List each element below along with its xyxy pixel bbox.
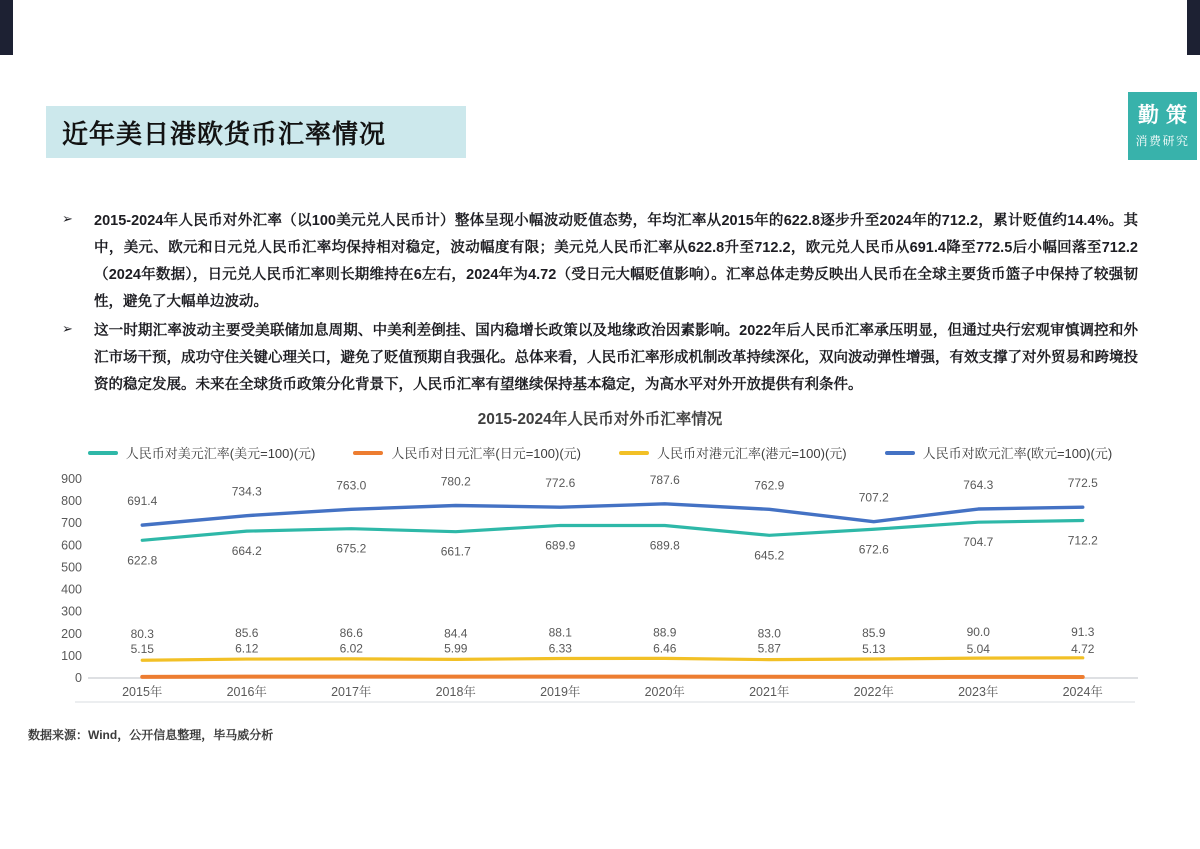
data-label-eur: 763.0	[336, 478, 367, 493]
series-line-eur	[142, 504, 1083, 525]
x-axis-tick: 2024年	[1062, 685, 1103, 699]
legend-label-jpy: 人民币对日元汇率(日元=100)(元)	[391, 446, 581, 461]
chart-title: 2015-2024年人民币对外币汇率情况	[477, 411, 723, 428]
data-label-hkd: 88.1	[548, 625, 572, 640]
brand-logo-subtitle: 消费研究	[1135, 133, 1190, 148]
legend-swatch-hkd	[619, 451, 649, 455]
brand-logo-name: 勤策	[1138, 104, 1194, 128]
data-source-note: 数据来源：Wind，公开信息整理，毕马威分析	[28, 728, 274, 742]
data-label-eur: 772.6	[545, 476, 576, 491]
exchange-rate-chart-section	[40, 407, 1160, 716]
slide-edge-mark-left	[0, 0, 13, 55]
data-label-jpy: 5.15	[130, 641, 154, 656]
data-label-hkd: 91.3	[1071, 624, 1095, 639]
legend-label-eur: 人民币对欧元汇率(欧元=100)(元)	[922, 446, 1113, 461]
data-label-usd: 704.7	[963, 535, 994, 550]
x-axis-tick: 2015年	[122, 685, 163, 699]
data-label-jpy: 5.04	[966, 641, 990, 656]
data-label-hkd: 85.9	[862, 626, 886, 641]
bullet-arrow-icon: ➢	[62, 211, 73, 226]
data-label-usd: 675.2	[336, 541, 367, 556]
data-label-usd: 622.8	[127, 553, 158, 568]
data-label-jpy: 6.12	[235, 641, 259, 656]
data-label-jpy: 6.46	[653, 641, 677, 656]
summary-bullets	[62, 208, 1138, 401]
legend-item-jpy	[353, 443, 581, 462]
data-label-usd: 689.9	[545, 538, 576, 553]
data-label-hkd: 85.6	[235, 626, 259, 641]
y-axis-tick: 100	[61, 648, 82, 663]
data-label-hkd: 80.3	[130, 627, 154, 642]
title-bar	[46, 106, 466, 158]
data-label-usd: 645.2	[754, 548, 785, 563]
series-line-hkd	[142, 658, 1083, 660]
data-label-jpy: 6.02	[339, 641, 363, 656]
x-axis-tick: 2023年	[958, 685, 999, 699]
y-axis-tick: 400	[61, 582, 82, 597]
y-axis-tick: 900	[61, 472, 82, 486]
y-axis-tick: 800	[61, 494, 82, 509]
slide-edge-mark-right	[1187, 0, 1200, 55]
x-axis-tick: 2022年	[853, 685, 894, 699]
x-axis-tick: 2017年	[331, 685, 372, 699]
x-axis-tick: 2021年	[749, 685, 790, 699]
data-label-usd: 689.8	[649, 538, 680, 553]
data-label-eur: 707.2	[858, 490, 889, 505]
legend-label-usd: 人民币对美元汇率(美元=100)(元)	[125, 446, 316, 461]
data-label-hkd: 88.9	[653, 625, 677, 640]
data-label-eur: 764.3	[963, 478, 994, 493]
legend-item-usd	[88, 443, 316, 462]
data-label-hkd: 83.0	[757, 626, 781, 641]
page-title: 近年美日港欧货币汇率情况	[62, 118, 387, 149]
x-axis-tick: 2020年	[644, 685, 685, 699]
data-label-eur: 780.2	[440, 474, 471, 489]
bullet-arrow-icon: ➢	[62, 321, 73, 336]
y-axis-tick: 200	[61, 626, 82, 641]
data-label-hkd: 90.0	[966, 625, 990, 640]
x-axis-tick: 2018年	[435, 685, 476, 699]
y-axis-tick: 300	[61, 604, 82, 619]
legend-swatch-jpy	[353, 451, 383, 455]
chart-legend	[40, 443, 1160, 462]
data-label-hkd: 86.6	[339, 625, 363, 640]
series-line-usd	[142, 521, 1083, 541]
data-label-eur: 734.3	[231, 484, 262, 499]
x-axis-tick: 2019年	[540, 685, 581, 699]
data-label-eur: 691.4	[127, 494, 158, 509]
x-axis-tick: 2016年	[226, 685, 267, 699]
bullet-item	[62, 208, 1138, 316]
data-label-eur: 762.9	[754, 478, 785, 493]
y-axis-tick: 600	[61, 538, 82, 553]
data-label-jpy: 5.87	[757, 641, 781, 656]
data-label-hkd: 84.4	[444, 626, 468, 641]
data-label-usd: 672.6	[858, 542, 889, 557]
data-label-usd: 664.2	[231, 544, 262, 559]
bullet-text: 这一时期汇率波动主要受美联储加息周期、中美利差倒挂、国内稳增长政策以及地缘政治因素影响。2022年后人民币汇率承压明显，但通过央行宏观审慎调控和外汇市场干预，成功守住关键心理关口，避免了贬值预期自我强化。总体来看，人民币汇率形成机制改革持续深化，双向波动弹性增强，有效支撑了对外贸易和跨境投资的稳定发展。未来在全球货币政策分化背景下，人民币汇率有望继续保持基本稳定，为高水平对外开放提供有利条件。	[94, 323, 1138, 393]
data-label-jpy: 5.13	[862, 641, 886, 656]
y-axis-tick: 700	[61, 516, 82, 531]
legend-swatch-eur	[885, 451, 915, 455]
data-label-jpy: 5.99	[444, 641, 468, 656]
legend-item-hkd	[619, 443, 847, 462]
line-chart-plot	[40, 466, 1160, 716]
data-label-usd: 661.7	[440, 544, 471, 559]
bullet-item	[62, 318, 1138, 399]
data-label-jpy: 6.33	[548, 641, 572, 656]
bullet-text: 2015-2024年人民币对外汇率（以100美元兑人民币计）整体呈现小幅波动贬值态势，年均汇率从2015年的622.8逐步升至2024年的712.2，累计贬值约14.4%。其中，美元、欧元和日元兑人民币汇率均保持相对稳定，波动幅度有限；美元兑人民币汇率从622.8升至712.2，欧元兑人民币从691.4降至772.5后小幅回落至712.2（2024年数据），日元兑人民币汇率则长期维持在6左右，2024年为4.72（受日元大幅贬值影响）。汇率总体走势反映出人民币在全球主要货币篮子中保持了较强韧性，避免了大幅单边波动。	[94, 213, 1138, 310]
data-label-eur: 772.5	[1067, 476, 1098, 491]
data-label-jpy: 4.72	[1071, 641, 1095, 656]
brand-logo	[1128, 92, 1197, 160]
data-label-eur: 787.6	[649, 472, 680, 487]
y-axis-tick: 500	[61, 560, 82, 575]
data-label-usd: 712.2	[1067, 533, 1098, 548]
legend-label-hkd: 人民币对港元汇率(港元=100)(元)	[657, 446, 847, 461]
legend-item-eur	[885, 443, 1113, 462]
legend-swatch-usd	[88, 451, 118, 455]
y-axis-tick: 0	[75, 671, 82, 685]
